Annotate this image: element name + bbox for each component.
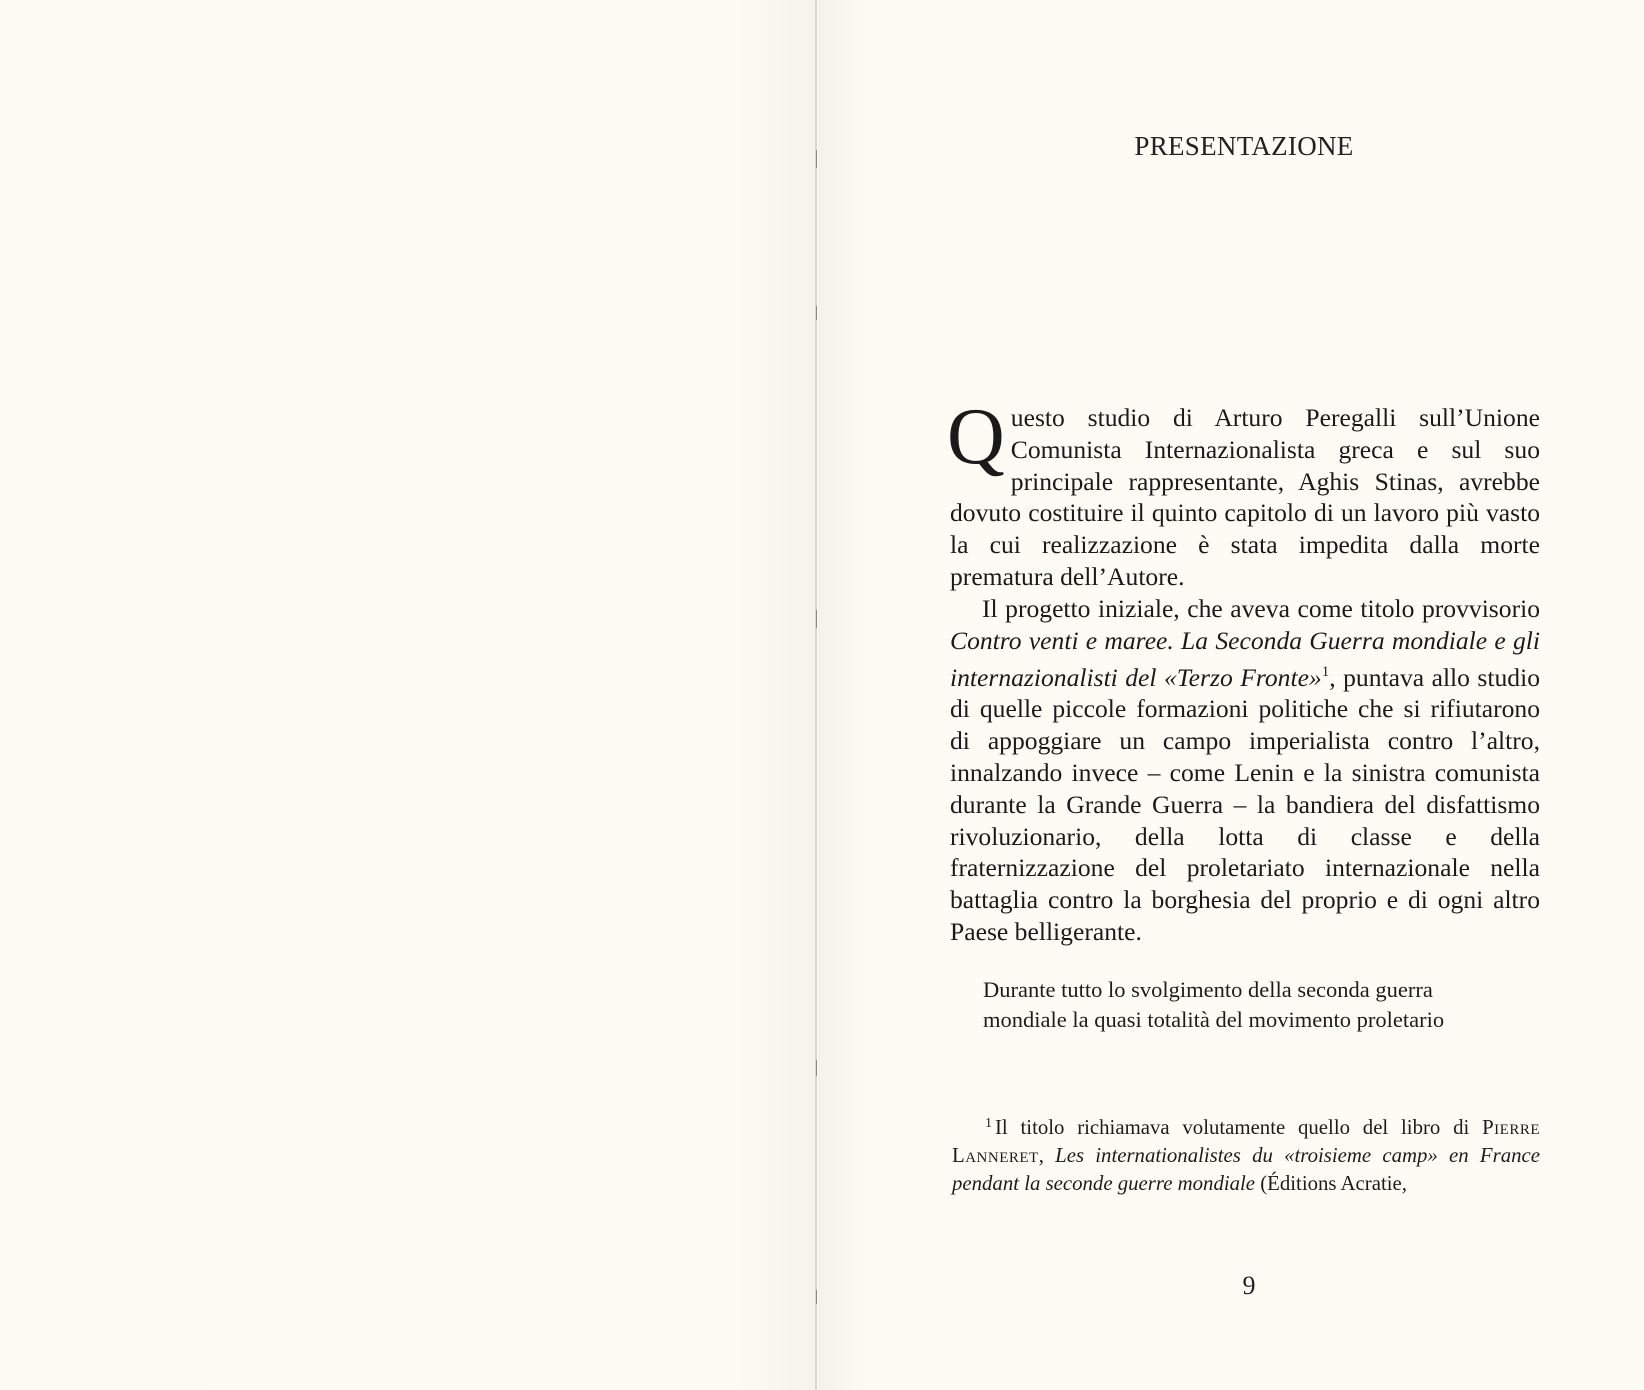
footnote-lead: Il titolo richiamava volutamente quello del libro di: [995, 1116, 1483, 1139]
paragraph-1: [947, 393, 1540, 593]
footnote-separator: ,: [1038, 1144, 1056, 1167]
gutter-binding-mark: [816, 1060, 817, 1076]
paragraph-2-lead: Il progetto iniziale, che aveva come titolo provvisorio: [982, 594, 1540, 623]
footnote-reference: 1: [1321, 663, 1330, 680]
footnote-author: Pierre Lanneret: [952, 1116, 1540, 1167]
footnote-rest: (Éditions Acratie,: [1255, 1172, 1407, 1195]
book-gutter: [815, 0, 817, 1390]
block-quote: Durante tutto lo svolgimento della seconda guerra mondiale la quasi totalità del movimento proletario: [983, 977, 1445, 1032]
footnote: [952, 1110, 1540, 1198]
footnote-italic-title: Les internationalistes du «troisieme camp» en France pendant la seconde guerre mondiale: [952, 1144, 1540, 1195]
page-title: PRESENTAZIONE: [1134, 131, 1354, 161]
left-page-blank: [0, 0, 816, 1390]
gutter-binding-mark: [816, 1290, 817, 1304]
gutter-binding-mark: [816, 610, 817, 628]
paragraph-1-text: uesto studio di Arturo Peregalli sull’Unione Comunista Internazionalista greca e sul suo principale rappresentante, Aghis Stinas, avrebbe dovuto costituire il quinto capitolo di un lavoro più vasto la cui realizzazione è stata impedita dalla morte prematura dell’Autore.: [950, 403, 1540, 591]
gutter-binding-mark: [816, 306, 817, 320]
gutter-binding-mark: [816, 150, 817, 168]
paragraph-2: [950, 593, 1540, 948]
paragraph-2-italic-title: Contro venti e maree. La Seconda Guerra mondiale e gli internazionalisti del «Terzo Fronte»: [950, 625, 1540, 692]
footnote-mark: 1: [985, 1116, 992, 1131]
paragraph-2-rest: , puntava allo studio di quelle piccole formazioni politiche che si rifiutarono di appoggiare un campo imperialista contro l’altro, innalzando invece – come Lenin e la sinistra comunista durante la Grande Guerra – la bandiera del disfattismo rivoluzionario, della lotta di classe e della fraternizzazione del proletariato internazionale nella battaglia contro la borghesia del proprio e di ogni altro Paese belligerante.: [950, 662, 1540, 946]
drop-cap: Q: [947, 393, 1005, 481]
page-number: 9: [1242, 1271, 1256, 1300]
